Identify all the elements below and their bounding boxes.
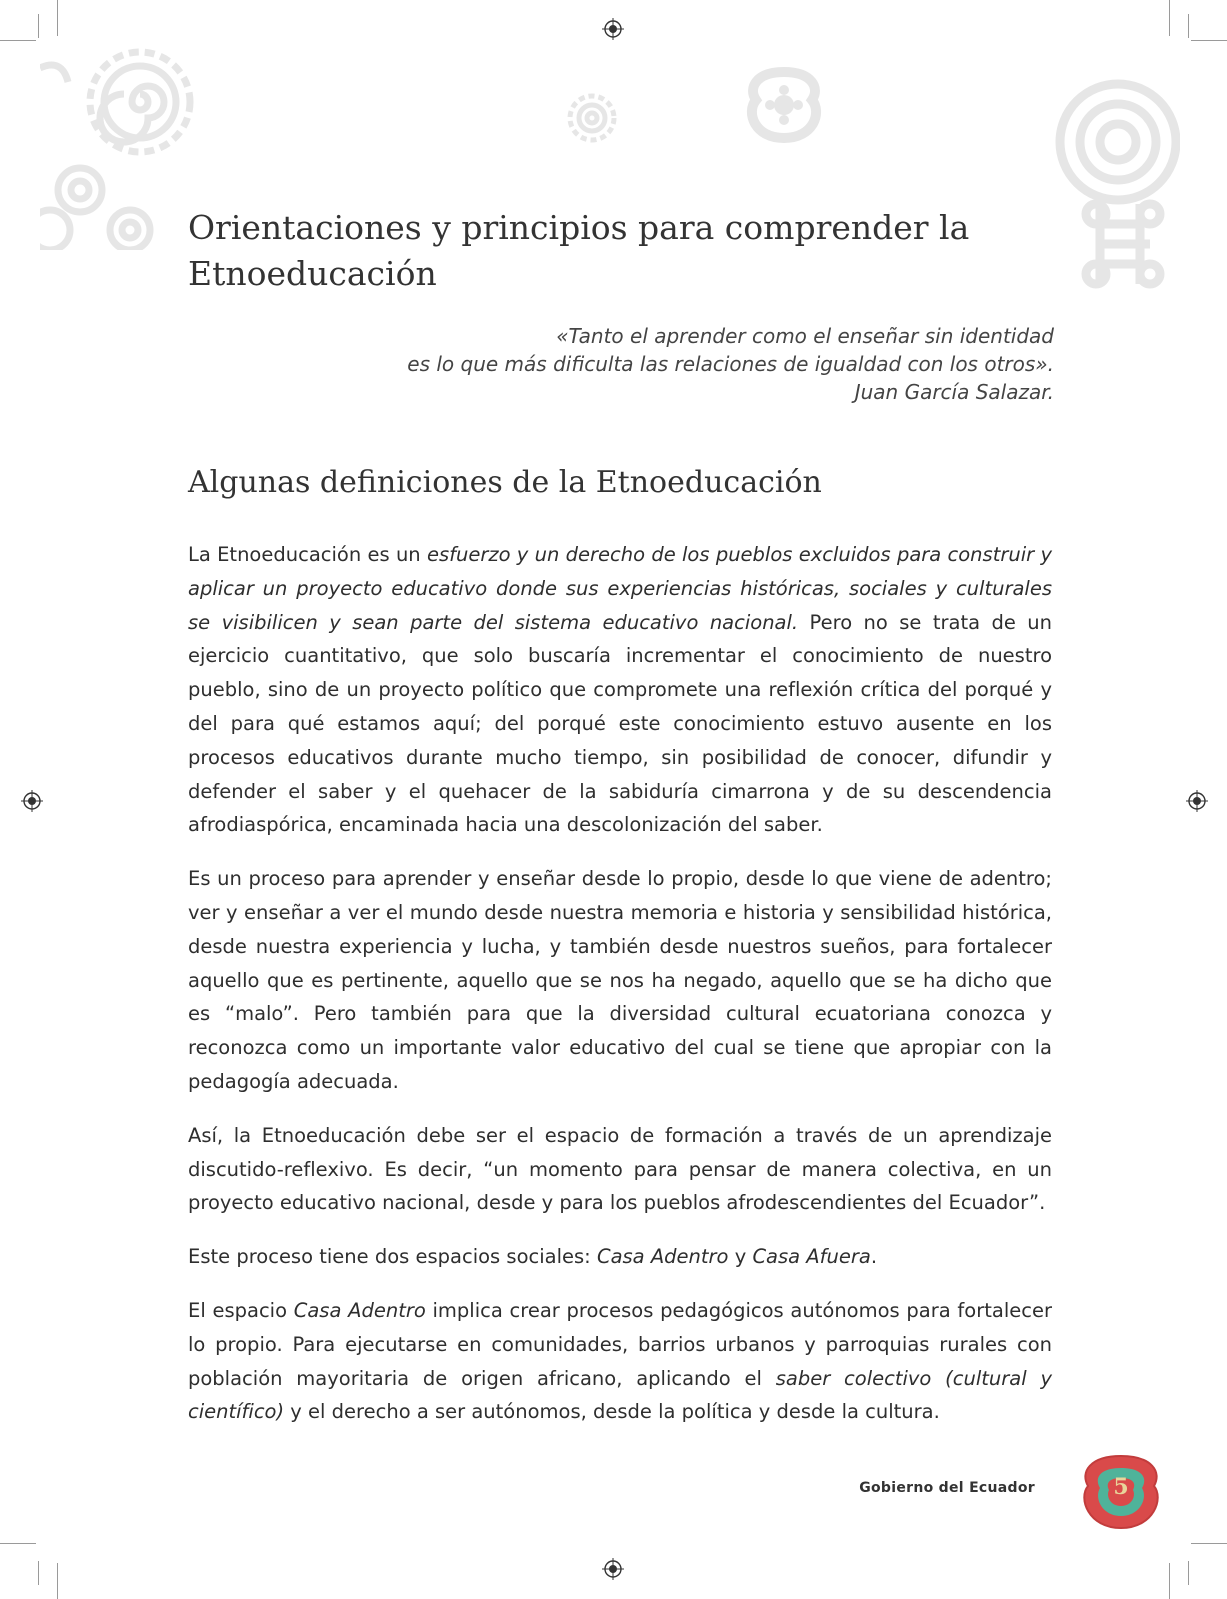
registration-mark-icon (602, 18, 624, 40)
paragraph (188, 538, 1052, 842)
spiral-ornament-icon (40, 40, 200, 250)
text-run: . (870, 1245, 878, 1269)
text-run: y el derecho a ser autónomos, desde la política y desde la cultura. (284, 1400, 940, 1424)
adinkra-ornament-icon (742, 66, 826, 144)
emphasis-text: Casa Afuera (752, 1245, 871, 1269)
paragraph: Así, la Etnoeducación debe ser el espacio de formación a través de un aprendizaje discutido-reflexivo. Es decir, “un momento para pensar de manera colectiva, en un proyecto educativo nacional, desde y para los pueblos afrodescendientes del Ecuador”. (188, 1123, 1052, 1215)
registration-mark-icon (1186, 790, 1208, 812)
crop-mark (1188, 14, 1189, 38)
emphasis-text: Casa Adentro (293, 1298, 426, 1322)
text-run: Este proceso tiene dos espacios sociales: (188, 1245, 597, 1269)
crop-mark (57, 1563, 58, 1599)
epigraph-line: es lo que más dificulta las relaciones de igualdad con los otros». (407, 352, 1054, 376)
text-run: implica crear procesos pedagógicos autónomos para fortalecer lo propio. Para ejecutarse en comunidades, barrios urbanos y parroquias rurales con población mayoritaria de origen africano, aplicando el (188, 1298, 1052, 1390)
paragraph (188, 1240, 1052, 1274)
page-number: 5 (1113, 1474, 1129, 1500)
page-title: Orientaciones y principios para comprender la Etnoeducación (188, 208, 970, 293)
crop-mark (1169, 0, 1170, 36)
section-heading: Algunas definiciones de la Etnoeducación (188, 465, 822, 500)
spiral-ornament-icon (566, 92, 618, 144)
registration-mark-icon (602, 1558, 624, 1580)
text-run: Pero no se trata de un ejercicio cuantitativo, que solo buscaría incrementar el conocimiento de nuestro pueblo, sino de un proyecto político que compromete una reflexión crítica del porqué y del para qué estamos aquí; del porqué este conocimiento estuvo ausente en los procesos educativos durante mucho tiempo, sin posibilidad de conocer, difundir y defender el saber y el quehacer de la sabiduría cimarrona y de su descendencia afrodiaspórica, encaminada hacia una descolonización del saber. (188, 610, 1052, 837)
footer-publisher: Gobierno del Ecuador (859, 1480, 1035, 1496)
epigraph-line: «Tanto el aprender como el enseñar sin identidad (556, 324, 1054, 348)
body-text (188, 538, 1052, 1449)
crop-mark (1188, 1561, 1189, 1585)
text-run: y (728, 1245, 753, 1269)
crop-mark (38, 1561, 39, 1585)
emphasis-text: esfuerzo y un derecho de los pueblos excluidos para construir y aplicar un proyecto educativo donde sus experiencias históricas, sociales y culturales se visibilicen y sean parte del sistema educativo nacional. (188, 543, 1052, 634)
text-run: El espacio (188, 1298, 294, 1322)
concentric-circles-ornament-icon (1040, 74, 1180, 294)
paragraph (188, 1294, 1052, 1429)
crop-mark (0, 40, 36, 41)
registration-mark-icon (21, 790, 43, 812)
emphasis-text: Casa Adentro (596, 1245, 729, 1269)
paragraph: Es un proceso para aprender y enseñar desde lo propio, desde lo que viene de adentro; ver y enseñar a ver el mundo desde nuestra memoria e historia y sensibilidad histórica, desde nuestra experiencia y lucha, y también desde nuestros sueños, para fortalecer aquello que es pertinente, aquello que se nos ha negado, aquello que se ha dicho que es “malo”. Pero también para que la diversidad cultural ecuatoriana conozca y reconozca como un importante valor educativo del cual se tiene que apropiar con la pedagogía adecuada. (188, 867, 1052, 1093)
crop-mark (1191, 1543, 1227, 1544)
emphasis-text: saber colectivo (cultural y científico) (188, 1366, 1053, 1424)
crop-mark (57, 0, 58, 36)
text-run: La Etnoeducación es un (188, 543, 427, 566)
crop-mark (38, 14, 39, 38)
crop-mark (1191, 40, 1227, 41)
epigraph (334, 322, 1054, 406)
crop-mark (0, 1543, 36, 1544)
epigraph-author: Juan García Salazar. (854, 380, 1054, 404)
crop-mark (1169, 1563, 1170, 1599)
